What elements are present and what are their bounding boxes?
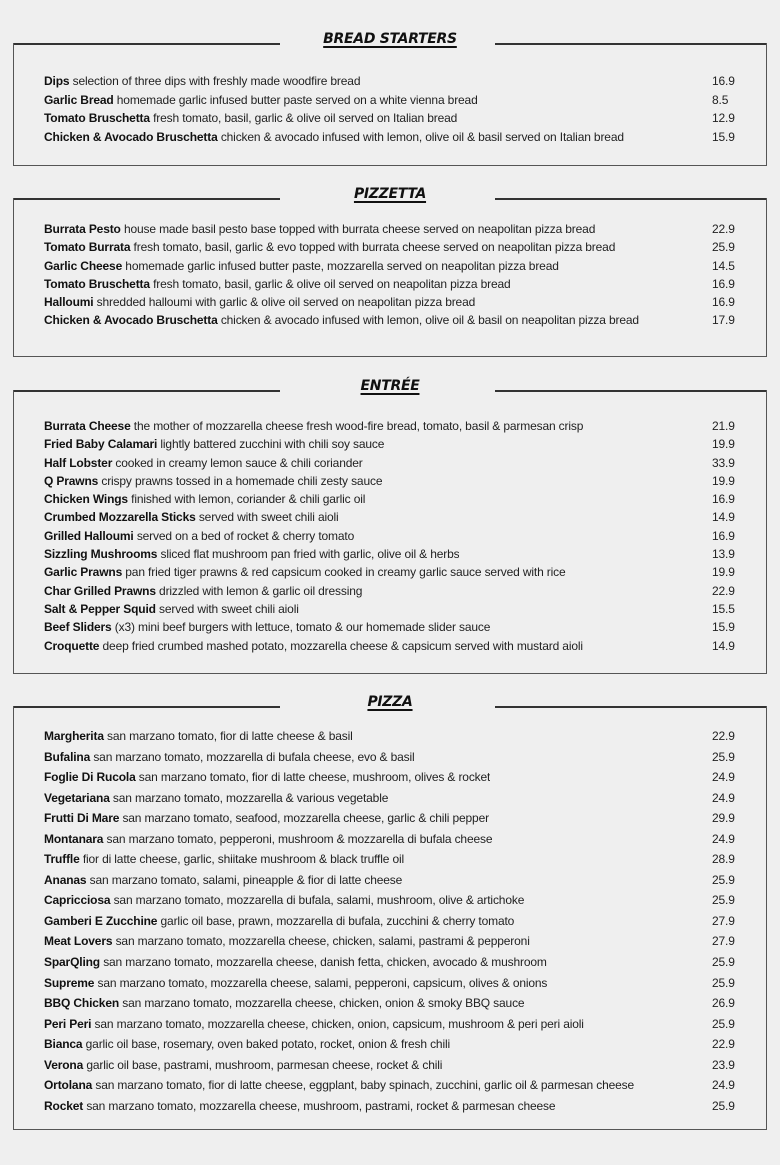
menu-item-text <box>44 109 457 128</box>
menu-item-text <box>44 931 530 952</box>
menu-item-text <box>44 829 492 850</box>
menu-item <box>44 527 746 545</box>
menu-item-price: 24.9 <box>712 790 735 805</box>
menu-list <box>44 220 746 330</box>
menu-item-description: san marzano tomato, mozzarella & various vegetable <box>112 790 389 805</box>
menu-item-text <box>44 257 559 275</box>
menu-item-price: 24.9 <box>712 831 735 846</box>
menu-item <box>44 508 746 526</box>
menu-list <box>44 417 746 655</box>
menu-item-name: Salt & Pepper Squid <box>44 601 156 616</box>
menu-item-description: garlic oil base, rosemary, oven baked potato, rocket, onion & fresh chili <box>85 1037 450 1052</box>
menu-item-text <box>44 91 478 110</box>
menu-item-price: 28.9 <box>712 852 735 867</box>
menu-item-text <box>44 435 384 453</box>
menu-item-text <box>44 545 459 563</box>
menu-item-text <box>44 1096 555 1117</box>
menu-item <box>44 1034 746 1055</box>
menu-item-name: BBQ Chicken <box>44 996 120 1011</box>
menu-item-price: 16.9 <box>712 74 735 88</box>
menu-item <box>44 563 746 581</box>
menu-item-text <box>44 508 339 526</box>
menu-item-description: san marzano tomato, mozzarella di bufala cheese, evo & basil <box>93 749 415 764</box>
menu-item-name: Margherita <box>44 729 104 743</box>
menu-item-description: house made basil pesto base topped with burrata cheese served on neapolitan pizza bread <box>123 222 596 236</box>
menu-item-name: Vegetariana <box>44 790 110 805</box>
menu-item-text <box>44 1014 584 1035</box>
menu-list <box>44 72 746 146</box>
menu-item-text <box>44 527 354 545</box>
menu-item-description: fresh tomato, basil, garlic & evo topped with burrata cheese served on neapolitan pizza bread <box>133 240 616 255</box>
menu-item-name: Ortolana <box>44 1078 93 1093</box>
menu-item <box>44 472 746 490</box>
menu-item-price: 25.9 <box>712 749 735 764</box>
menu-item-name: Chicken & Avocado Bruschetta <box>44 313 218 328</box>
menu-item-text <box>44 311 639 329</box>
menu-item-name: Grilled Halloumi <box>44 528 134 543</box>
menu-item-text <box>44 128 624 147</box>
menu-item-price: 25.9 <box>712 240 735 255</box>
menu-item <box>44 220 746 238</box>
menu-item-price: 14.9 <box>712 510 735 525</box>
menu-item-price: 19.9 <box>712 565 735 580</box>
menu-item-text <box>44 1034 450 1055</box>
menu-item-price: 19.9 <box>712 437 735 452</box>
menu-item <box>44 890 746 911</box>
menu-item <box>44 435 746 453</box>
menu-item-price: 33.9 <box>712 455 735 470</box>
menu-item <box>44 275 746 293</box>
menu-item-name: Gamberi E Zucchine <box>44 913 158 928</box>
menu-item <box>44 417 746 435</box>
menu-item <box>44 808 746 829</box>
menu-item-description: the mother of mozzarella cheese fresh wood-fire bread, tomato, basil & parmesan crisp <box>133 419 584 433</box>
menu-item-text <box>44 726 353 747</box>
menu-item-description: san marzano tomato, pepperoni, mushroom & mozzarella di bufala cheese <box>106 831 493 846</box>
menu-item-text <box>44 767 490 788</box>
menu-item-price: 24.9 <box>712 1078 735 1093</box>
menu-item-text <box>44 747 415 768</box>
menu-item-name: Dips <box>44 74 70 88</box>
menu-item-name: Foglie Di Rucola <box>44 770 136 785</box>
menu-item-name: Crumbed Mozzarella Sticks <box>44 510 196 525</box>
menu-item-description: sliced flat mushroom pan fried with garlic, olive oil & herbs <box>160 547 460 562</box>
menu-item-description: (x3) mini beef burgers with lettuce, tomato & our homemade slider sauce <box>114 620 491 635</box>
menu-item-description: fresh tomato, basil, garlic & olive oil served on Italian bread <box>153 111 458 125</box>
menu-item-description: chicken & avocado infused with lemon, olive oil & basil served on Italian bread <box>220 129 624 144</box>
menu-item <box>44 726 746 747</box>
menu-item-text <box>44 600 299 618</box>
menu-item-price: 15.9 <box>712 620 735 635</box>
menu-item-name: Fried Baby Calamari <box>44 437 158 452</box>
section-bread-starters <box>13 31 767 166</box>
menu-item-description: san marzano tomato, fior di latte cheese, eggplant, baby spinach, zucchini, garlic oil & parmesan cheese <box>95 1078 635 1093</box>
menu-item-price: 13.9 <box>712 547 735 562</box>
menu-item-name: Capricciosa <box>44 893 111 908</box>
menu-item-name: Burrata Pesto <box>44 222 121 236</box>
menu-item-name: SparQling <box>44 955 100 970</box>
menu-item-name: Truffle <box>44 852 80 867</box>
menu-item-description: finished with lemon, coriander & chili garlic oil <box>131 492 366 507</box>
menu-item <box>44 454 746 472</box>
section-title: BREAD STARTERS <box>323 31 457 47</box>
menu-item-name: Garlic Cheese <box>44 258 123 273</box>
menu-item-name: Croquette <box>44 638 100 653</box>
menu-item <box>44 91 746 110</box>
section-entree <box>13 378 767 674</box>
menu-item-name: Bianca <box>44 1037 83 1052</box>
menu-item-name: Half Lobster <box>44 455 113 470</box>
menu-item <box>44 973 746 994</box>
section-pizzetta <box>13 186 767 357</box>
menu-item <box>44 767 746 788</box>
menu-item <box>44 911 746 932</box>
menu-item-price: 16.9 <box>712 528 735 543</box>
menu-item <box>44 870 746 891</box>
menu-item <box>44 238 746 256</box>
menu-item-description: served on a bed of rocket & cherry tomato <box>136 528 355 543</box>
menu-item-description: selection of three dips with freshly made woodfire bread <box>72 74 361 88</box>
menu-item-price: 17.9 <box>712 313 735 328</box>
menu-item-price: 8.5 <box>712 92 729 107</box>
menu-item-price: 23.9 <box>712 1057 735 1072</box>
menu-item-name: Chicken Wings <box>44 492 128 507</box>
menu-item-description: fior di latte cheese, garlic, shiitake mushroom & black truffle oil <box>82 852 405 867</box>
menu-item-text <box>44 870 402 891</box>
menu-item-description: san marzano tomato, mozzarella cheese, chicken, onion & smoky BBQ sauce <box>122 996 525 1011</box>
menu-item-text <box>44 490 365 508</box>
menu-item-description: homemade garlic infused butter paste served on a white vienna bread <box>116 92 478 107</box>
menu-item-name: Q Prawns <box>44 473 99 488</box>
menu-item-text <box>44 220 595 238</box>
menu-item-price: 25.9 <box>712 893 735 908</box>
menu-item <box>44 993 746 1014</box>
menu-item-price: 12.9 <box>712 111 735 125</box>
menu-item-name: Chicken & Avocado Bruschetta <box>44 129 218 144</box>
menu-item-text <box>44 275 511 293</box>
menu-item-description: crispy prawns tossed in a homemade chili zesty sauce <box>101 473 383 488</box>
menu-item <box>44 545 746 563</box>
menu-item-description: san marzano tomato, mozzarella cheese, chicken, salami, pastrami & pepperoni <box>115 934 530 949</box>
menu-item-name: Tomato Bruschetta <box>44 276 150 291</box>
menu-item-description: served with sweet chili aioli <box>159 601 299 616</box>
menu-item-name: Tomato Bruschetta <box>44 111 150 125</box>
menu-item-text <box>44 454 363 472</box>
menu-item <box>44 600 746 618</box>
menu-list <box>44 726 746 1116</box>
section-title: PIZZETTA <box>353 186 427 202</box>
menu-item-name: Montanara <box>44 831 104 846</box>
menu-item <box>44 257 746 275</box>
menu-item <box>44 582 746 600</box>
menu-item-description: san marzano tomato, fior di latte cheese, mushroom, olives & rocket <box>138 770 491 785</box>
menu-item-description: homemade garlic infused butter paste, mozzarella served on neapolitan pizza bread <box>125 258 559 273</box>
menu-item-text <box>44 1055 442 1076</box>
menu-item <box>44 490 746 508</box>
menu-item-name: Halloumi <box>44 295 94 310</box>
menu-item-price: 16.9 <box>712 492 735 507</box>
menu-item-description: san marzano tomato, mozzarella di bufala, salami, mushroom, olive & artichoke <box>113 893 525 908</box>
menu-item <box>44 637 746 655</box>
menu-item-price: 29.9 <box>712 811 735 826</box>
menu-item-name: Verona <box>44 1057 84 1072</box>
menu-item-price: 19.9 <box>712 473 735 488</box>
menu-item-price: 15.9 <box>712 129 735 144</box>
menu-item-description: san marzano tomato, seafood, mozzarella cheese, garlic & chili pepper <box>122 811 489 826</box>
menu-item-text <box>44 417 583 435</box>
menu-item-description: chicken & avocado infused with lemon, olive oil & basil on neapolitan pizza bread <box>220 313 639 328</box>
menu-item <box>44 931 746 952</box>
menu-item-price: 14.9 <box>712 638 735 653</box>
menu-item <box>44 788 746 809</box>
menu-item-text <box>44 952 547 973</box>
menu-item <box>44 829 746 850</box>
menu-item-text <box>44 563 566 581</box>
menu-item-name: Bufalina <box>44 749 91 764</box>
menu-item-description: san marzano tomato, mozzarella cheese, salami, pepperoni, capsicum, olives & onions <box>97 975 548 990</box>
menu-item-price: 25.9 <box>712 1016 735 1031</box>
menu-item-name: Peri Peri <box>44 1016 92 1031</box>
menu-item <box>44 1075 746 1096</box>
menu-item-description: drizzled with lemon & garlic oil dressing <box>159 583 363 598</box>
menu-item <box>44 72 746 91</box>
menu-item-price: 21.9 <box>712 419 735 433</box>
menu-item-name: Garlic Prawns <box>44 565 123 580</box>
menu-item-text <box>44 238 615 256</box>
menu-item-text <box>44 472 382 490</box>
section-pizza <box>13 694 767 1130</box>
menu-item <box>44 849 746 870</box>
menu-item-price: 25.9 <box>712 1098 735 1113</box>
menu-item <box>44 1096 746 1117</box>
menu-item-text <box>44 808 489 829</box>
menu-item-name: Burrata Cheese <box>44 419 131 433</box>
menu-item-description: garlic oil base, prawn, mozzarella di bufala, zucchini & cherry tomato <box>160 913 515 928</box>
menu-item-price: 25.9 <box>712 975 735 990</box>
menu-item <box>44 1055 746 1076</box>
menu-item <box>44 109 746 128</box>
menu-item-description: deep fried crumbed mashed potato, mozzarella cheese & capsicum served with mustard aioli <box>102 638 583 653</box>
menu-item-text <box>44 993 524 1014</box>
menu-item-name: Rocket <box>44 1098 84 1113</box>
menu-item-description: san marzano tomato, mozzarella cheese, danish fetta, chicken, avocado & mushroom <box>103 955 547 970</box>
menu-item-text <box>44 637 583 655</box>
menu-item-text <box>44 973 547 994</box>
menu-item-name: Garlic Bread <box>44 92 114 107</box>
menu-item-name: Tomato Burrata <box>44 240 131 255</box>
menu-item-name: Sizzling Mushrooms <box>44 547 158 562</box>
menu-item <box>44 311 746 329</box>
menu-item-price: 22.9 <box>712 222 735 236</box>
menu-item-description: fresh tomato, basil, garlic & olive oil served on neapolitan pizza bread <box>153 276 511 291</box>
menu-item-description: cooked in creamy lemon sauce & chili coriander <box>115 455 363 470</box>
menu-item-price: 16.9 <box>712 295 735 310</box>
menu-item-name: Frutti Di Mare <box>44 811 120 826</box>
section-title: ENTRÉE <box>360 378 420 394</box>
menu-item-price: 26.9 <box>712 996 735 1011</box>
menu-item <box>44 618 746 636</box>
menu-item <box>44 1014 746 1035</box>
menu-item-text <box>44 72 360 91</box>
menu-item-name: Char Grilled Prawns <box>44 583 156 598</box>
menu-item-price: 22.9 <box>712 729 735 743</box>
menu-item-price: 15.5 <box>712 601 735 616</box>
menu-item-description: pan fried tiger prawns & red capsicum cooked in creamy garlic sauce served with rice <box>125 565 566 580</box>
menu-item-text <box>44 849 404 870</box>
menu-item-description: san marzano tomato, mozzarella cheese, chicken, onion, capsicum, mushroom & peri peri aioli <box>94 1016 584 1031</box>
menu-item-description: shredded halloumi with garlic & olive oil served on neapolitan pizza bread <box>96 295 476 310</box>
menu-item-description: san marzano tomato, mozzarella cheese, mushroom, pastrami, rocket & parmesan cheese <box>86 1098 556 1113</box>
section-title: PIZZA <box>367 694 413 710</box>
menu-item-price: 27.9 <box>712 934 735 949</box>
menu-item-text <box>44 293 475 311</box>
menu-item-description: san marzano tomato, salami, pineapple & fior di latte cheese <box>89 872 403 887</box>
menu-item-text <box>44 911 514 932</box>
menu-item-price: 25.9 <box>712 872 735 887</box>
menu-item-price: 14.5 <box>712 258 735 273</box>
menu-item-text <box>44 582 362 600</box>
menu-item <box>44 952 746 973</box>
menu-item-description: garlic oil base, pastrami, mushroom, parmesan cheese, rocket & chili <box>86 1057 443 1072</box>
menu-item-description: served with sweet chili aioli <box>198 510 339 525</box>
menu-item-text <box>44 788 388 809</box>
menu-item-description: san marzano tomato, fior di latte cheese & basil <box>107 729 353 743</box>
menu-item-name: Meat Lovers <box>44 934 113 949</box>
menu-item-description: lightly battered zucchini with chili soy sauce <box>160 437 385 452</box>
menu-item-name: Beef Sliders <box>44 620 112 635</box>
menu-item-price: 16.9 <box>712 276 735 291</box>
menu-item <box>44 128 746 147</box>
menu-item-text <box>44 890 524 911</box>
menu-item-price: 22.9 <box>712 583 735 598</box>
menu-item <box>44 747 746 768</box>
menu-item-price: 25.9 <box>712 955 735 970</box>
menu-item-name: Ananas <box>44 872 87 887</box>
menu-item-text <box>44 1075 634 1096</box>
menu-item-price: 24.9 <box>712 770 735 785</box>
menu-item-price: 27.9 <box>712 913 735 928</box>
menu-item <box>44 293 746 311</box>
menu-item-name: Supreme <box>44 975 95 990</box>
menu-item-price: 22.9 <box>712 1037 735 1052</box>
menu-item-text <box>44 618 490 636</box>
